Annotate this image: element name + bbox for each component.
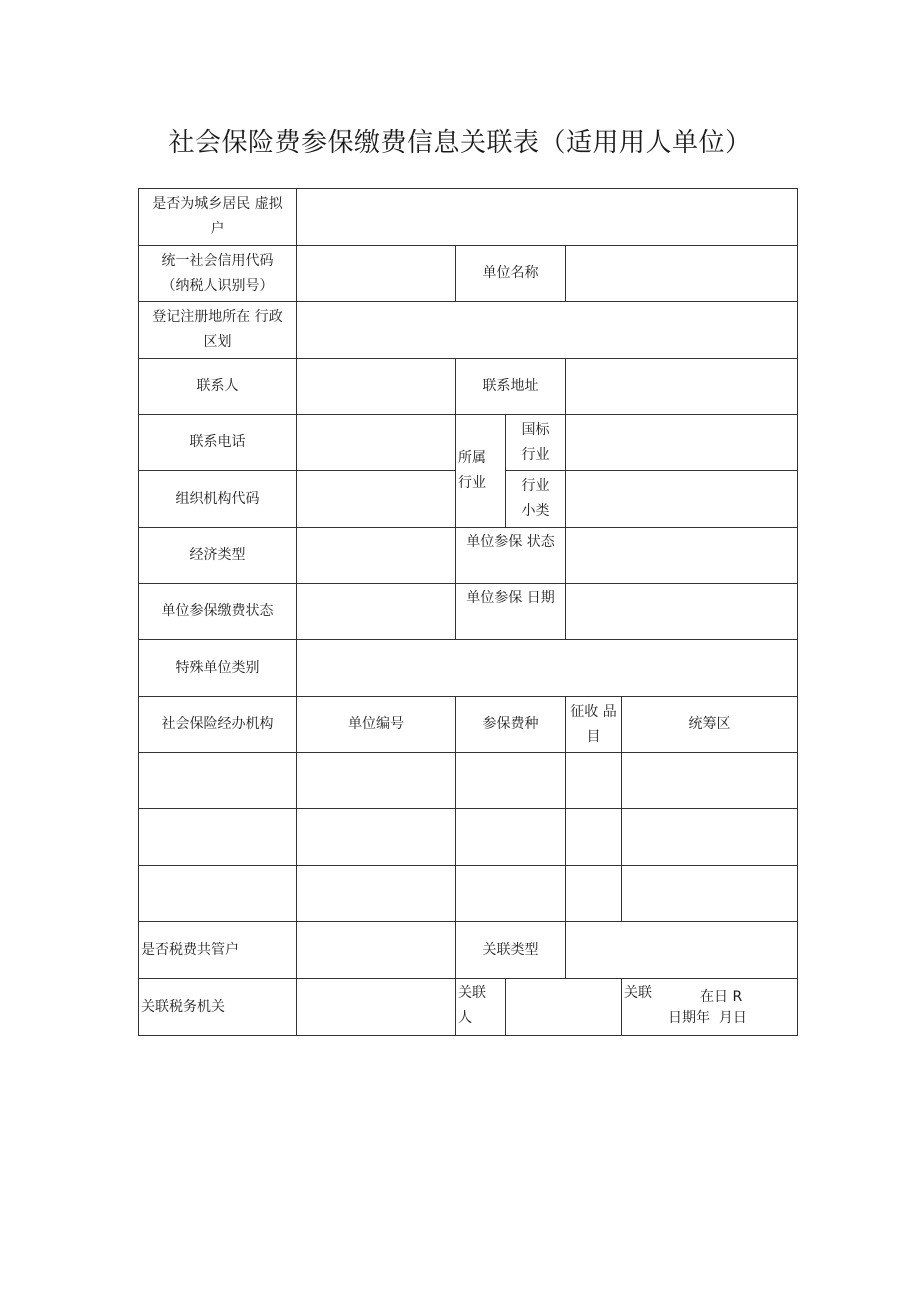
date-note-2: 日期年 月日 [668, 1010, 747, 1026]
table-row-1-collection-item[interactable] [565, 752, 622, 809]
econ-type-field[interactable] [296, 527, 456, 584]
table-row-2-unit-number[interactable] [296, 808, 456, 866]
related-date-label: 关联 [624, 985, 652, 1001]
contact-address-label: 联系地址 [455, 358, 566, 415]
pooling-area-header: 统筹区 [621, 696, 798, 753]
table-row-1-fee-type[interactable] [455, 752, 566, 809]
special-unit-field[interactable] [296, 639, 798, 697]
insured-date-field[interactable] [565, 583, 798, 640]
econ-type-label: 经济类型 [138, 527, 297, 584]
collection-item-header: 征收 品 目 [565, 696, 622, 753]
insured-status-label: 单位参保 状态 [455, 527, 566, 584]
related-person-label: 关联 人 [455, 978, 506, 1036]
credit-code-field[interactable] [296, 245, 456, 302]
insured-status-field[interactable] [565, 527, 798, 584]
national-std-label: 国标 行业 [505, 414, 566, 471]
fee-type-header: 参保费种 [455, 696, 566, 753]
credit-code-label: 统一社会信用代码 （纳税人识别号） [138, 245, 297, 302]
industry-subclass-field[interactable] [565, 470, 798, 528]
table-row-2-agency[interactable] [138, 808, 297, 866]
contact-address-field[interactable] [565, 358, 798, 415]
co-managed-label: 是否税费共管户 [138, 921, 297, 979]
table-row-1-agency[interactable] [138, 752, 297, 809]
org-code-label: 组织机构代码 [138, 470, 297, 528]
unit-number-header: 单位编号 [296, 696, 456, 753]
related-tax-office-label: 关联税务机关 [138, 978, 297, 1036]
industry-label: 所属 行业 [455, 414, 506, 528]
date-note-1: 在日 R [700, 989, 743, 1005]
related-tax-office-field[interactable] [296, 978, 456, 1036]
contact-phone-label: 联系电话 [138, 414, 297, 471]
unit-name-field[interactable] [565, 245, 798, 302]
table-row-1-unit-number[interactable] [296, 752, 456, 809]
contact-person-field[interactable] [296, 358, 456, 415]
reg-district-field[interactable] [296, 301, 798, 359]
special-unit-label: 特殊单位类别 [138, 639, 297, 697]
urban-rural-virtual-label: 是否为城乡居民 虚拟 户 [138, 188, 297, 246]
co-managed-field[interactable] [296, 921, 456, 979]
unit-name-label: 单位名称 [455, 245, 566, 302]
table-row-1-pooling-area[interactable] [621, 752, 798, 809]
contact-person-label: 联系人 [138, 358, 297, 415]
relation-type-label: 关联类型 [455, 921, 566, 979]
payment-status-field[interactable] [296, 583, 456, 640]
table-row-2-fee-type[interactable] [455, 808, 566, 866]
reg-district-label: 登记注册地所在 行政 区划 [138, 301, 297, 359]
payment-status-label: 单位参保缴费状态 [138, 583, 297, 640]
agency-header: 社会保险经办机构 [138, 696, 297, 753]
table-row-2-collection-item[interactable] [565, 808, 622, 866]
insured-date-label: 单位参保 日期 [455, 583, 566, 640]
urban-rural-virtual-field[interactable] [296, 188, 798, 246]
org-code-field[interactable] [296, 470, 456, 528]
page-title: 社会保险费参保缴费信息关联表（适用用人单位） [168, 128, 752, 158]
national-std-field[interactable] [565, 414, 798, 471]
contact-phone-field[interactable] [296, 414, 456, 471]
table-row-3-unit-number[interactable] [296, 865, 456, 922]
table-row-3-pooling-area[interactable] [621, 865, 798, 922]
table-row-3-fee-type[interactable] [455, 865, 566, 922]
table-row-3-agency[interactable] [138, 865, 297, 922]
table-row-3-collection-item[interactable] [565, 865, 622, 922]
table-row-2-pooling-area[interactable] [621, 808, 798, 866]
relation-type-field[interactable] [565, 921, 798, 979]
related-person-field[interactable] [505, 978, 622, 1036]
industry-subclass-label: 行业 小类 [505, 470, 566, 528]
